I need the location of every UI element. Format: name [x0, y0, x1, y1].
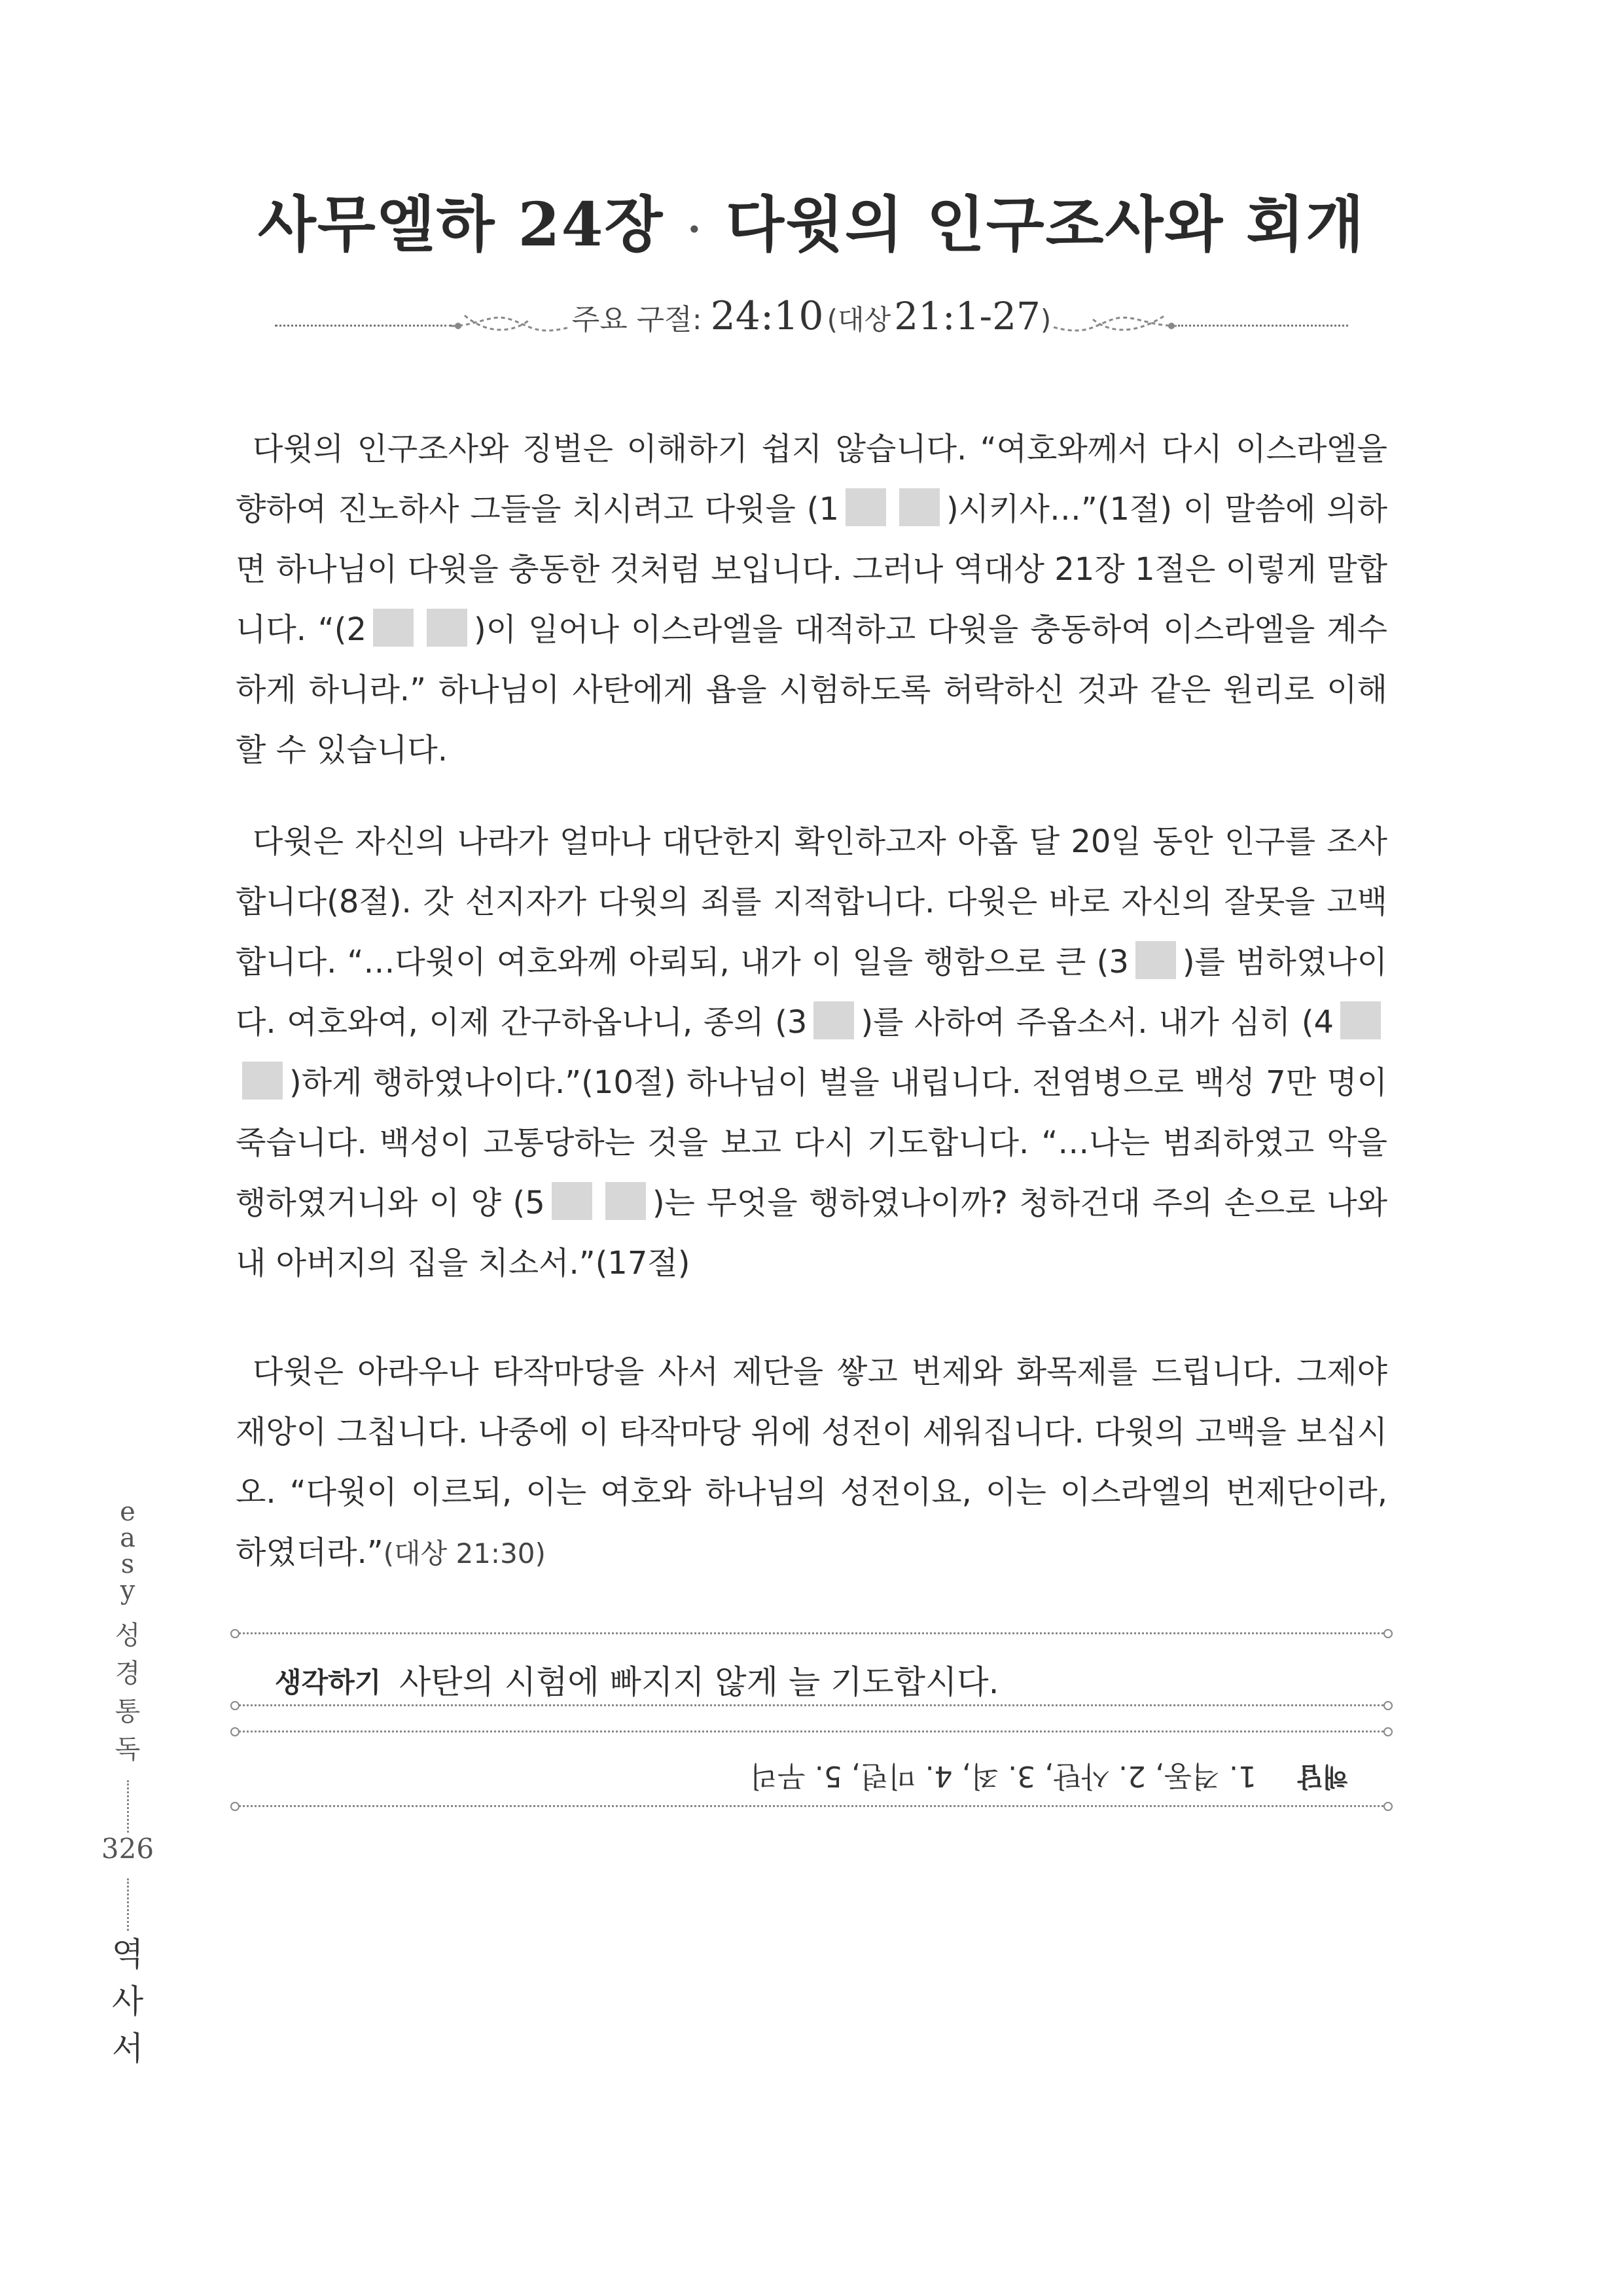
- blank-box: [605, 1182, 646, 1220]
- blank-box: [427, 609, 467, 647]
- blank-box: [1340, 1001, 1381, 1039]
- parallel-verse: 21:1-27: [894, 294, 1041, 338]
- paragraph-1: [236, 419, 1387, 780]
- p2-text-b: )를 범하였나이다. 여호와여, 이제 간구하옵나니, 종의 (3: [236, 944, 1387, 1041]
- section-char: 역: [111, 1935, 144, 1973]
- p2-text-d: )하게 행하였나이다.”(10절) 하나님이 벌을 내립니다. 전염병으로 백성 7만 명이 죽습니다. 백성이 고통당하는 것을 보고 다시 기도합니다. “…나는 범죄하였고 악을 행하였거니와 이 양 (5: [236, 1064, 1387, 1221]
- section-char: 사: [111, 1982, 144, 2020]
- swirl-ornament-right-icon: [1054, 306, 1178, 346]
- p2-text-a: 다윗은 자신의 나라가 얼마나 대단한지 확인하고자 아홉 달 20일 동안 인구를 조사합니다(8절). 갓 선지자가 다윗의 죄를 지적합니다. 다윗은 바로 자신의 잘못을 고백합니다. “…다윗이 여호와께 아뢰되, 내가 이 일을 행함으로 큰 (3: [236, 823, 1387, 980]
- sidebar-dotted-line: [127, 1780, 129, 1833]
- ornament-rule-right: [1178, 325, 1348, 327]
- blank-box: [813, 1001, 854, 1039]
- key-verse-label: 주요 구절:: [571, 303, 702, 336]
- swirl-ornament-left-icon: [452, 306, 569, 346]
- dotted-rule: [236, 1704, 1387, 1706]
- series-latin-char: y: [120, 1575, 135, 1605]
- p1-text-c: )이 일어나 이스라엘을 대적하고 다윗을 충동하여 이스라엘을 계수하게 하니라.” 하나님이 사탄에게 욥을 시험하도록 허락하신 것과 같은 원리로 이해할 수 있습니다.: [236, 611, 1387, 768]
- sidebar-dotted-line: [127, 1878, 129, 1931]
- title-book: 사무엘하 24장: [257, 189, 664, 260]
- ornament-rule-left: [275, 325, 452, 327]
- page-title: [0, 177, 1623, 263]
- p2-text-c: )를 사하여 주옵소서. 내가 심히 (4: [861, 1004, 1334, 1041]
- p1-text-a: 다윗의 인구조사와 징벌은 이해하기 쉽지 않습니다. “여호와께서 다시 이스라엘을 향하여 진노하사 그들을 치시려고 다윗을 (1: [236, 431, 1387, 528]
- blank-box: [552, 1182, 592, 1220]
- key-verse-line: [0, 293, 1623, 352]
- series-korean-char: 성: [115, 1621, 141, 1651]
- p1-text-b: )시키사…”(1절) 이 말씀에 의하면 하나님이 다윗을 충동한 것처럼 보입니다. 그러나 역대상 21장 1절은 이렇게 말합니다. “(2: [236, 491, 1387, 648]
- section-char: 서: [111, 2030, 144, 2068]
- blank-box: [242, 1062, 283, 1100]
- dotted-rule: [236, 1731, 1387, 1732]
- p3-text-a: 다윗은 아라우나 타작마당을 사서 제단을 쌓고 번제와 화목제를 드립니다. 그제야 재앙이 그칩니다. 나중에 이 타작마당 위에 성전이 세워집니다. 다윗의 고백을 보십시오. “다윗이 이르되, 이는 여호와 하나님의 성전이요, 이는 이스라엘의 번제단이라, 하였더라.”: [236, 1354, 1387, 1571]
- dotted-rule: [236, 1805, 1387, 1807]
- key-verse-number: 24:10: [710, 293, 824, 339]
- blank-box: [1135, 941, 1176, 979]
- dotted-rule: [236, 1632, 1387, 1634]
- parallel-close: ): [1040, 304, 1052, 336]
- reflection-label: 생각하기: [275, 1666, 382, 1698]
- paragraph-3: [236, 1342, 1387, 1584]
- answer-label: 해답: [1297, 1761, 1348, 1791]
- blank-box: [899, 488, 940, 526]
- reflection-text: 사탄의 시험에 빠지지 않게 늘 기도합시다.: [399, 1663, 999, 1701]
- blank-box: [846, 488, 886, 526]
- title-subtitle: 다윗의 인구조사와 회개: [726, 189, 1366, 260]
- p2-text-e: )는 무엇을 행하였나이까? 청하건대 주의 손으로 나와 내 아버지의 집을 치소서.”(17절): [236, 1185, 1387, 1282]
- page-number: 326: [101, 1833, 154, 1865]
- answer-key-upside-down: [236, 1750, 1387, 1803]
- series-korean: [98, 1617, 157, 1768]
- reflection-box: [236, 1632, 1387, 1810]
- p3-reference: (대상 21:30): [383, 1537, 546, 1570]
- series-latin-char: a: [120, 1523, 135, 1553]
- parallel-open: (대상: [827, 304, 891, 336]
- series-latin-char: e: [120, 1497, 135, 1527]
- blank-box: [373, 609, 414, 647]
- series-korean-char: 경: [115, 1659, 141, 1689]
- paragraph-2: [236, 812, 1387, 1293]
- series-latin-char: s: [120, 1549, 135, 1579]
- key-verse-text: [569, 293, 1054, 339]
- section-name: [98, 1931, 157, 2072]
- title-separator: ·: [687, 207, 703, 253]
- series-korean-char: 독: [115, 1734, 141, 1765]
- series-korean-char: 통: [115, 1696, 141, 1727]
- series-latin: [98, 1499, 157, 1604]
- answer-text: 1. 격동, 2. 사탄, 3. 죄, 4. 미련, 5. 무리: [749, 1759, 1257, 1793]
